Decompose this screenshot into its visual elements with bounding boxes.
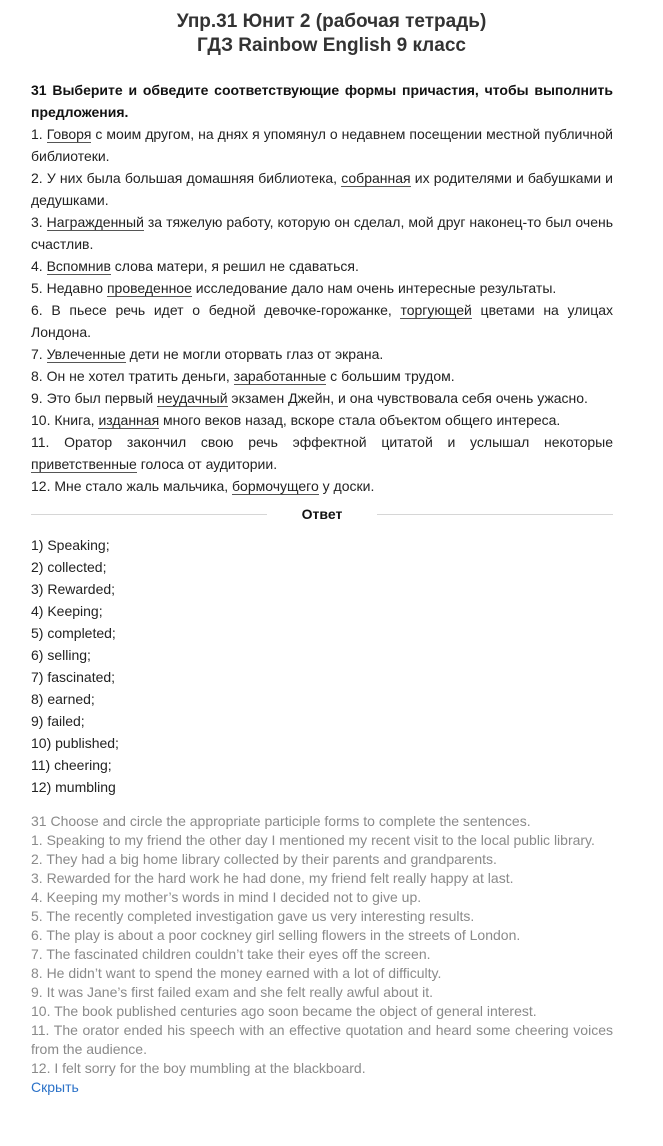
underlined-participle: Награжденный — [46, 214, 144, 230]
sentence-number: 9. — [31, 390, 43, 406]
page-title — [0, 0, 663, 58]
answer-item: 6) selling; — [31, 647, 91, 663]
task-heading: 31 Выберите и обведите соответствующие формы причастия, чтобы выполнить предложения. — [31, 82, 613, 120]
underlined-participle: неудачный — [157, 390, 228, 406]
sentence-text: слова матери, я решил не сдаваться. — [110, 258, 359, 274]
sentence-text: исследование дало нам очень интересные результаты. — [191, 280, 557, 296]
sentence-text: Мне стало жаль мальчика, — [54, 478, 233, 494]
sentence-text: с большим трудом. — [326, 368, 455, 384]
sentence — [31, 475, 613, 497]
sentence-number: 12. — [31, 478, 51, 494]
sentence-number: 5. — [31, 280, 43, 296]
sentence-text: их родителями и бабушками и дедушками. — [31, 170, 614, 208]
translation-line: 5. The recently completed investigation gave us very interesting results. — [31, 908, 475, 924]
sentence-number: 11. — [31, 434, 50, 450]
sentence — [31, 123, 613, 167]
title-line-2: ГДЗ Rainbow English 9 класс — [197, 35, 466, 56]
underlined-participle: приветственные — [31, 456, 137, 472]
answer-label: Ответ — [301, 506, 343, 522]
sentence-text: голоса от аудитории. — [136, 456, 278, 472]
sentence — [31, 431, 613, 475]
translation-line: 3. Rewarded for the hard work he had done, my friend felt really happy at last. — [31, 870, 514, 886]
translation-line: 12. I felt sorry for the boy mumbling at the blackboard. — [31, 1060, 366, 1076]
sentence-text: с моим другом, на днях я упомянул о недавнем посещении местной публичной библиотеки. — [31, 126, 613, 164]
sentence-number: 1. — [31, 126, 43, 142]
sentence-text: Он не хотел тратить деньги, — [46, 368, 234, 384]
sentence — [31, 299, 613, 343]
sentence-text: экзамен Джейн, и она чувствовала себя очень ужасно. — [227, 390, 588, 406]
answer-item: 1) Speaking; — [31, 537, 110, 553]
answer-item: 3) Rewarded; — [31, 581, 116, 597]
answer-item: 8) earned; — [31, 691, 95, 707]
english-translation — [31, 812, 613, 1078]
underlined-participle: Вспомнив — [46, 258, 111, 274]
sentence-number: 10. — [31, 412, 51, 428]
underlined-participle: заработанные — [233, 368, 327, 384]
sentence — [31, 167, 613, 211]
sentence — [31, 409, 613, 431]
translation-line: 9. It was Jane’s first failed exam and she felt really awful about it. — [31, 984, 434, 1000]
translation-line: 11. The orator ended his speech with an effective quotation and heard some cheering voices from the audience. — [31, 1022, 613, 1057]
sentence-text: Это был первый — [46, 390, 158, 406]
sentence — [31, 277, 613, 299]
answer-item: 12) mumbling — [31, 779, 116, 795]
sentence-text: цветами на улицах Лондона. — [31, 302, 613, 340]
sentence-number: 8. — [31, 368, 43, 384]
answer-item: 2) collected; — [31, 559, 107, 575]
answer-divider — [31, 503, 613, 525]
underlined-participle: Говоря — [46, 126, 92, 142]
sentence-number: 6. — [31, 302, 43, 318]
sentence-number: 4. — [31, 258, 43, 274]
answer-item: 9) failed; — [31, 713, 85, 729]
underlined-participle: проведенное — [106, 280, 192, 296]
underlined-participle: бормочущего — [232, 478, 319, 494]
sentence — [31, 343, 613, 365]
translation-line: 4. Keeping my mother’s words in mind I decided not to give up. — [31, 889, 422, 905]
answer-item: 4) Keeping; — [31, 603, 103, 619]
answer-item: 5) completed; — [31, 625, 116, 641]
sentence-text: Книга, — [54, 412, 99, 428]
underlined-participle: изданная — [98, 412, 160, 428]
sentence-text: у доски. — [318, 478, 375, 494]
sentence-list — [31, 123, 613, 497]
answer-list — [31, 534, 613, 798]
sentence-text: Недавно — [46, 280, 107, 296]
sentence-number: 2. — [31, 170, 43, 186]
underlined-participle: торгующей — [400, 302, 472, 318]
sentence-number: 3. — [31, 214, 43, 230]
translation-line: 31 Choose and circle the appropriate participle forms to complete the sentences. — [31, 813, 531, 829]
sentence-text: за тяжелую работу, которую он сделал, мой друг наконец-то был очень счастлив. — [31, 214, 614, 252]
translation-line: 10. The book published centuries ago soon became the object of general interest. — [31, 1003, 537, 1019]
translation-line: 8. He didn’t want to spend the money earned with a lot of difficulty. — [31, 965, 442, 981]
title-line-1: Упр.31 Юнит 2 (рабочая тетрадь) — [176, 11, 487, 32]
sentence-text: У них была большая домашняя библиотека, — [46, 170, 342, 186]
hide-link[interactable]: Скрыть — [31, 1079, 79, 1095]
answer-item: 7) fascinated; — [31, 669, 116, 685]
translation-line: 6. The play is about a poor cockney girl selling flowers in the streets of London. — [31, 927, 521, 943]
translation-line: 7. The fascinated children couldn’t take their eyes off the screen. — [31, 946, 431, 962]
sentence-text: Оратор закончил свою речь эффектной цитатой и услышал некоторые — [64, 434, 613, 450]
sentence — [31, 255, 613, 277]
sentence-number: 7. — [31, 346, 43, 362]
translation-line: 2. They had a big home library collected by their parents and grandparents. — [31, 851, 497, 867]
content — [31, 79, 613, 1097]
answer-item: 10) published; — [31, 735, 119, 751]
sentence-text: дети не могли оторвать глаз от экрана. — [125, 346, 384, 362]
underlined-participle: собранная — [341, 170, 411, 186]
sentence-text: В пьесе речь идет о бедной девочке-горожанке, — [51, 302, 401, 318]
sentence — [31, 211, 613, 255]
sentence — [31, 365, 613, 387]
underlined-participle: Увлеченные — [46, 346, 126, 362]
answer-item: 11) cheering; — [31, 757, 112, 773]
sentence — [31, 387, 613, 409]
translation-line: 1. Speaking to my friend the other day I mentioned my recent visit to the local public library. — [31, 832, 595, 848]
sentence-text: много веков назад, вскоре стала объектом общего интереса. — [159, 412, 561, 428]
